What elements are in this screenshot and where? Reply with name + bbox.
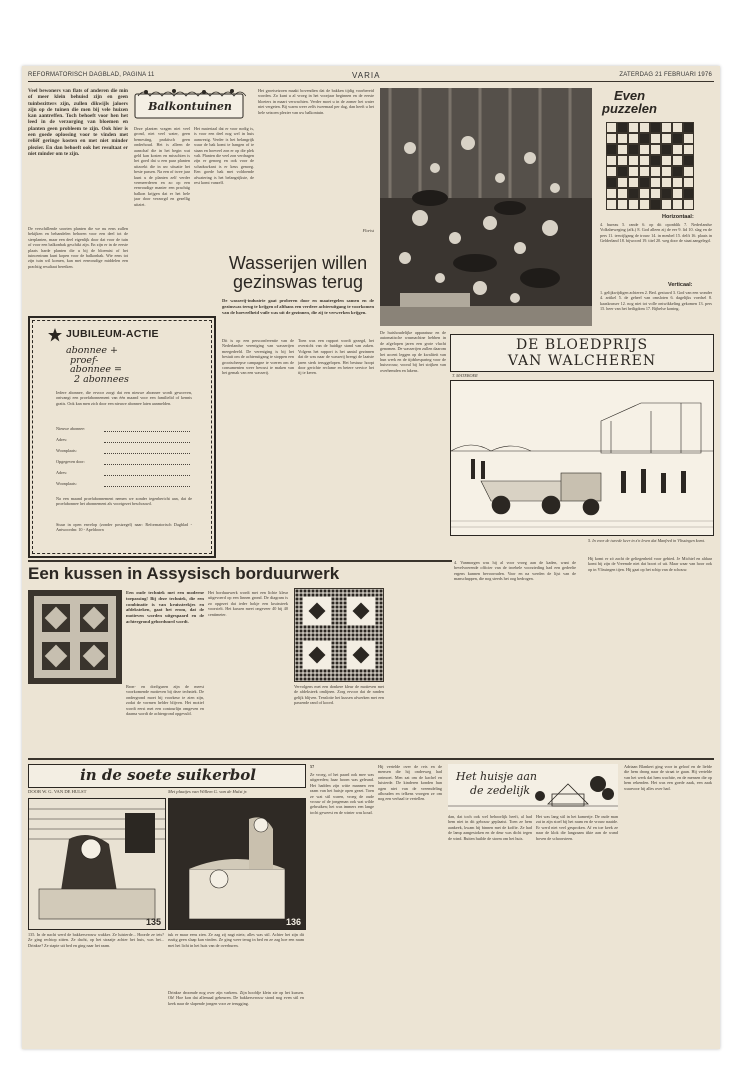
form-line[interactable] [104, 441, 190, 443]
cushion-top-rule [28, 560, 452, 562]
form-line[interactable] [104, 485, 190, 487]
bloodprize-title-line-2: VAN WALCHEREN [507, 353, 657, 369]
picture-number-136: 136 [285, 917, 301, 927]
sugarbowl-picture-135 [28, 798, 166, 930]
cushion-photo [28, 590, 122, 684]
sugarbowl-illustrator: Met plaatjes van Willem G. van de Hulst jr. [168, 789, 248, 794]
form-label-new-subscriber: Nieuwe abonnee: [56, 426, 86, 431]
cushion-lead: Een oude techniek met een moderne toepassing! Bij deze techniek, die een combinatie is van kruissteekjes en afdeksteken, gaat het erom, dat de motieven worden uitgespaard en de achtergrond geborduurd wordt. [126, 590, 204, 624]
virtue-body-2: Het was lang stil in het kamertje. De oude man zat in zijn stoel bij het raam en de vrouw naaide. Er werd niet veel gesproken. Af en toe keek ze naar de klok die langzaam tikte aan de wand boven de schoorsteen. [536, 814, 618, 841]
laundry-body: Dit is op een persconferentie van de Nederlandse vereniging van wasserijen meegedeeld. De vereniging is bij het bestuit om de achteruitgang te stoppen een grootscheepse campagne te voeren om de consumenten weer bewust te maken van het gemak van een wasserij. [222, 338, 294, 376]
virtue-body: dan, dat toch ook wel behoorlijk heeft, al had hem niet in dit gebouw geplaatst. Toen ze hem aankeek, kwam hij binnen met de koffie. Ze had de lamp aangestoken en de deur was dicht tegen de wind. Buiten huilde de storm om het huis. [448, 814, 532, 841]
laundry-body-3: De huishoudelijke apparatuur en de automatische wasmachine hebben in de afgelopen jaren een grote vlucht genomen. De wasserijen zullen daarom het accent leggen op de kwaliteit van hun werk en de tijdsbesparing voor de huisvrouw, vooral bij het strijken van overhemden en lakens. [380, 330, 446, 373]
story-body-2: Hij vertelde over de reis en de mensen die hij onderweg had ontmoet. Men zat om de kachel en luisterde. De kinderen konden hun ogen niet van de vreemdeling afhouden en telkens vroegen ze om nog een verhaal te vertellen. [378, 764, 442, 802]
jubilee-footnote: Na een maand proefabonnement nemen we zonder tegenbericht aan, dat de proefabonnee het abonnement als voortgezet beschouwd. [56, 496, 192, 507]
cushion-pattern-diagram [294, 588, 384, 682]
virtue-title-art [448, 764, 618, 810]
story-body: Ze vroeg, of het paard ook mee was uitgereden; haar hoorn was geleund. Het hadden zijn witte mannen een raam van het huisje open gezet. Toen ze wat stil waren, vroeg de oude vrouw of de jongeman ook wat wilde gebruiken; het was immers een lange tocht geweest en de winter was koud. [310, 772, 374, 815]
cushion-body-3: Vervolgens met een donkere kleur de motieven met de afdeksteek omlijnen. Zorg ervoor dat de randen gelijk blijven. Tenslotte het kussen afwerken met een passende rand of koord. [294, 684, 384, 706]
bloodprize-title-box [450, 334, 714, 372]
bloodprize-caption: 5. In voor de tweede keer in z'n leven dat Manfred in Vlissingen komt. [588, 538, 705, 543]
balcony-title: Balkontuinen [148, 100, 232, 113]
intro-body: De verschillende soorten planten die we nu eens zullen bekijken en behandelen behoren voor een deel tot de sierplanten, maar een deel eigenlijk door dat voor de tuin of voor een balkonbak geschikt zijn. En zijn er in de eerste plaats harde planten die u bij de bloemist of het tuincentrum kunt kopen voor de balkonbak. Wie eens tot zijn tuin wil komen, kan met eenvoudige middelen een prachtig resultaat bereiken. [28, 226, 128, 269]
puzzle-title [600, 88, 714, 116]
intro-lead: Veel bewoners van flats of anderen die min of meer klein behuisd zijn en geen tuinbezitters zijn, zullen dikwijls jaloers zijn op de tuinen die men bij vele huizen kan aantreffen. Toch behoeft voor hen het leed in de verzorging van bloemen en planten geen probleem te zijn. Ook hier is een goede oplossing voor te vinden met reliëf geringe kosten en met niet minder plezier. En dan behoeft ook het resultaat er niet minder om te zijn. [28, 88, 128, 157]
cushion-body-2: Het borduurwerk wordt met een lichte kleur uitgevoerd op een linnen grond. De diagram is zo opgezet dat ieder hokje een kruissteek voorstelt. Het kussen meet ongeveer 40 bij 40 centimeter. [208, 590, 288, 617]
laundry-body-2: Toen was een rapport wordt gezegd, het overzicht van de huidige stand van zaken. Volgens het rapport is het aantal gezinnen dat de was naar de wasserij brengt de laatste jaren sterk teruggelopen. Het bestuur hoopt door gerichte reclame en betere service het tij te keren. [298, 338, 374, 376]
form-label-referred-by: Opgegeven door: [56, 459, 85, 464]
jubilee-star-icon [48, 328, 60, 340]
bloodprize-illustration [450, 380, 714, 536]
form-label-city: Woonplaats: [56, 448, 77, 453]
sugarbowl-picture-136 [168, 798, 306, 930]
picture-number-135: 135 [145, 917, 161, 927]
jubilee-box [28, 316, 216, 558]
balcony-signature: Florist [362, 228, 374, 233]
puzzle-vertical-clues: 1. gelijkwijdigen achteren 2. Bed. gestuwd 3. God van een wonder 4. artikel 5. de geheel van omsloten 6. dagelijks voedsel 8. kaaskrasser 12. nog niet tot volle ontwikkeling gekomen 13. pers 15. heer van het heiligdom 17. Bijbelse koning. [600, 290, 712, 312]
puzzle-title-line-1: Even [614, 88, 646, 103]
lower-rule [28, 758, 714, 760]
header-left: REFORMATORISCH DAGBLAD, PAGINA 11 [28, 72, 155, 78]
sugarbowl-text-3: Drinkse droomde nog over zijn varkens. Zijn hoofdje klein zie op het kussen. Oh! Hoe kon dat allemaal gebeuren. De bakkersvrouw stond nog even stil en keek naar de slapende jongen voor ze terugging. [168, 990, 304, 1006]
sugarbowl-title: in de soete suikerbol [80, 766, 256, 784]
puzzle-horizontal-clues: 4. bureau 5. rande 6. op dit oponblik 7. Nederlandse Volksbeweging (afk.) 8. God alleen zij de eer 9. lid 10. slag en de pers 11. terwijlgang de trouw 14. in meubel 15. delft 16. plaats in Gelderland 18. bijwoord 19. titel 20. weg door de staat aangelegd. [600, 222, 712, 244]
laundry-lead: De wasserij-industrie gaat proberen door en maatregelen samen en de gezinswas terug te krijgen of althans een verdere achteruitgang te voorkomen van de hoeveelheid vuile was uit de gezinnen, die zij te verwerken krijgen. [222, 298, 374, 315]
header-date: ZATERDAG 21 FEBRUARI 1976 [619, 72, 712, 78]
bloodprize-author: T. MATEBOER [452, 373, 478, 378]
sugarbowl-text-1: 135. In de nacht werd de bakkersvrouw wakker. Ze luisterde... Hoorde ze iets? Ze ging rechtop zitten. Ze dacht, op het straatje achter het huis, was het... Drinkse? Ze stapte uit bed en ging naar het raam. [28, 932, 164, 948]
puzzle-title-line-2: puzzelen [602, 101, 657, 116]
puzzle-horizontal-heading: Horizontaal: [662, 214, 694, 220]
form-label-address-2: Adres: [56, 470, 68, 475]
sugarbowl-title-box [28, 764, 306, 788]
cushion-body: Bron- en dorfiguren zijn de meest voorkomende motieven bij deze techniek. De ondergrond moet bij voorkeur te zien zijn, zodat de vormen helder blijven. Het motief wordt eerst met een contourlijn omgeven en daarna wordt de achtergrond opgevuld. [126, 684, 204, 717]
bloodprize-body: Hij komt er zó zacht de geliegenheid voor gebied. Je Michiel en aldaar komt bij zijn de Vreemde niet dat boort of uit. Maar waar van hoor ook op in Vlissingen tijen. Hij gaat op het schip van de schouw. [588, 556, 712, 572]
form-line[interactable] [104, 430, 190, 432]
sugarbowl-text-2: tuk er maar eens zien. Ze zag zij nagt niets; alles was stil. Achter het zijn dit rustig geen slaap kan vinden. Ze ging weer terug in bed en ze zag hoe een raam met het licht in het huis van de overburen. [168, 932, 304, 948]
jubilee-slogan [66, 346, 129, 384]
bloodprize-body-2: 4. Vanmorgen was hij al voor vroeg aan de kaden, want de bevelvoerende officier van de troebele voorzieding had een gedeelte ergens kunnen bevoorraden. Voor en na werden de lijst van de manschappen, die nog steeds het oog bedrogen. [454, 560, 576, 582]
jubilee-text: Iedere abonnee, die ervoor zorgt dat een nieuwe abonnee wordt geworven, ontvangt een proefabonnement van één maand voor een familielid of kennis gratis. Ook kan men zich door een nieuwe abonnee laten aanmelden. [56, 390, 192, 406]
newspaper-page [22, 66, 720, 1049]
form-line[interactable] [104, 452, 190, 454]
form-line[interactable] [104, 463, 190, 465]
slogan-line-1: abonnee + [66, 345, 118, 356]
virtue-title-line-2: de zedelijk [470, 784, 531, 797]
story-number: 57 [310, 764, 315, 769]
form-line[interactable] [104, 474, 190, 476]
jubilee-title: JUBILEUM-ACTIE [66, 328, 159, 340]
bloodprize-title-line-1: DE BLOEDPRIJS [515, 337, 649, 353]
plant-photo [380, 88, 592, 326]
form-label-address: Adres: [56, 437, 68, 442]
header-rule [28, 81, 714, 82]
laundry-headline: Wasserijen willen gezinswas terug [228, 253, 368, 292]
form-label-city-2: Woonplaats: [56, 481, 77, 486]
cushion-headline: Een kussen in Assysisch borduurwerk [28, 564, 340, 583]
slogan-line-2: proef- [70, 354, 99, 366]
virtue-body-3: Adriaan Blankert ging voor in geloof en de liefde die hem drong naar de straat te gaan. Hij vertelde van het werk dat hem wachtte, en de mensen die op hem rekenden. Het was een goede zaak, een zaak waarvoor hij alles over had. [624, 764, 712, 791]
jubilee-address: Stuur in open envelop (zonder postzegel) naar: Reformatorisch Dagblad - Antwoordnr. 10 - Apeldoorn [56, 522, 192, 533]
balcony-body-3: Het groeiseizoen maakt bovendien dat de bakken tijdig voorbereid worden. Zo kunt u al vroeg in het voorjaar beginnen en de eerste bloeiers in maart verwachten. Verder moet u in de zomer het water niet vergeten. Bij warm weer zelfs tweemaal per dag, dan heeft u het hele seizoen plezier van uw balkontuin. [258, 88, 374, 115]
balcony-body: Deze planten vragen niet veel grond, niet veel water, geen bemesting, praktisch geen onderhoud. Het is alleen de aanschaf die in het begin wat geld kan kosten en misschien is het goed dat u een paar planten uitzoekt die in uw situatie het beste passen. Na een of twee jaar kunt u de planten zelf verder vermeerderen en zo op een eenvoudige manier een prachtig balkon krijgen dat er het hele jaar door verzorgd en gezellig uitziet. [134, 126, 190, 207]
puzzle-vertical-heading: Verticaal: [668, 282, 693, 288]
slogan-line-3: abonnee = [70, 364, 122, 375]
balcony-body-2: Het materiaal dat er voor nodig is, is voor een deel nog wel in huis aanwezig. Verder is het belangrijk waar de bak komt te hangen of te staan en hoeveel zon er op die plek valt. Planten die veel zon verdragen zijn er genoeg en ook voor de schaduwkant is er keus genoeg. Een goede bak met voldoende afwatering is het belangrijkste, de rest komt vanzelf. [194, 126, 254, 186]
virtue-title-line-1: Het huisje aan [456, 770, 537, 783]
balcony-title-art [134, 88, 246, 122]
header-section: VARIA [352, 71, 381, 80]
crossword-grid [606, 122, 706, 210]
slogan-line-4: 2 abonnees [74, 373, 129, 385]
sugarbowl-author: DOOR W. G. VAN DE HULST [28, 789, 87, 794]
